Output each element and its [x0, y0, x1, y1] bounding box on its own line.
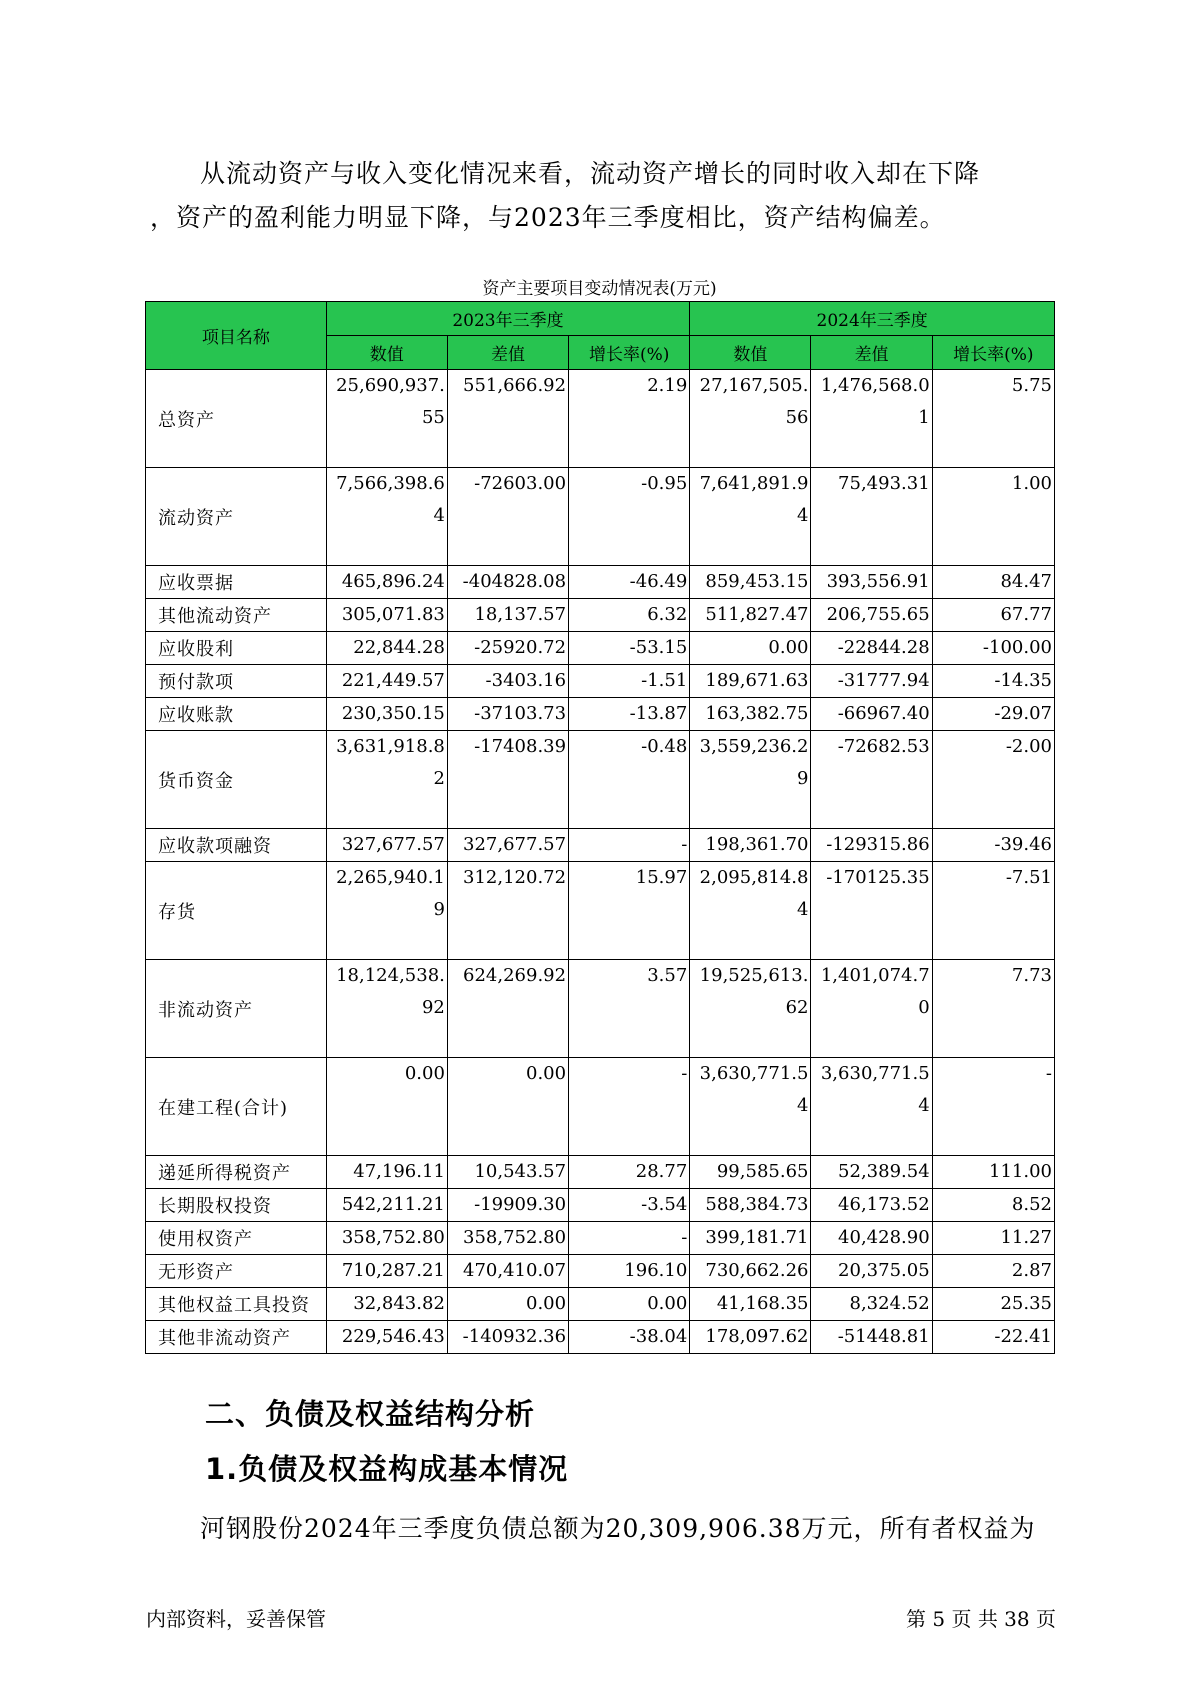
footer-confidential-note: 内部资料，妥善保管	[146, 1607, 326, 1631]
cell-2024-value: 7,641,891.94	[690, 468, 811, 566]
table-row	[146, 632, 1055, 665]
table-row	[146, 960, 1055, 1058]
cell-2024-growth: -39.46	[932, 829, 1054, 862]
cell-2023-growth: 2.19	[569, 370, 690, 468]
cell-2024-value: 189,671.63	[690, 665, 811, 698]
cell-2024-diff: -51448.81	[811, 1321, 932, 1354]
footer-page-number: 第 5 页 共 38 页	[906, 1607, 1056, 1631]
cell-2024-diff: 52,389.54	[811, 1156, 932, 1189]
header-value: 数值	[690, 336, 811, 370]
row-item-name: 在建工程(合计)	[146, 1058, 327, 1156]
row-item-name: 应收票据	[146, 566, 327, 599]
cell-2024-diff: -22844.28	[811, 632, 932, 665]
cell-2024-growth: 67.77	[932, 599, 1054, 632]
table-row	[146, 1321, 1055, 1354]
cell-2023-growth: -46.49	[569, 566, 690, 599]
table-row	[146, 1189, 1055, 1222]
cell-2024-growth: -2.00	[932, 731, 1054, 829]
cell-2024-growth: 111.00	[932, 1156, 1054, 1189]
cell-2023-growth: 15.97	[569, 862, 690, 960]
header-diff: 差值	[447, 336, 568, 370]
row-item-name: 其他非流动资产	[146, 1321, 327, 1354]
cell-2023-growth: -	[569, 1222, 690, 1255]
table-row	[146, 566, 1055, 599]
cell-2024-diff: -170125.35	[811, 862, 932, 960]
cell-2024-growth: -29.07	[932, 698, 1054, 731]
cell-2023-diff: -25920.72	[447, 632, 568, 665]
cell-2023-growth: -0.95	[569, 468, 690, 566]
cell-2023-diff: -19909.30	[447, 1189, 568, 1222]
cell-2023-diff: -404828.08	[447, 566, 568, 599]
header-period-2023: 2023年三季度	[326, 302, 690, 336]
cell-2024-growth: 84.47	[932, 566, 1054, 599]
row-item-name: 递延所得税资产	[146, 1156, 327, 1189]
cell-2024-growth: -14.35	[932, 665, 1054, 698]
cell-2023-value: 221,449.57	[326, 665, 447, 698]
cell-2024-growth: 5.75	[932, 370, 1054, 468]
cell-2023-value: 542,211.21	[326, 1189, 447, 1222]
table-row	[146, 1156, 1055, 1189]
cell-2024-growth: 2.87	[932, 1255, 1054, 1288]
cell-2024-growth: -7.51	[932, 862, 1054, 960]
header-value: 数值	[326, 336, 447, 370]
cell-2023-diff: 358,752.80	[447, 1222, 568, 1255]
cell-2024-value: 99,585.65	[690, 1156, 811, 1189]
cell-2023-diff: 551,666.92	[447, 370, 568, 468]
cell-2024-value: 399,181.71	[690, 1222, 811, 1255]
cell-2023-value: 47,196.11	[326, 1156, 447, 1189]
body-paragraph: 河钢股份2024年三季度负债总额为20,309,906.38万元，所有者权益为	[200, 1514, 1036, 1543]
cell-2023-value: 358,752.80	[326, 1222, 447, 1255]
cell-2023-growth: 6.32	[569, 599, 690, 632]
cell-2023-growth: 3.57	[569, 960, 690, 1058]
cell-2023-diff: 624,269.92	[447, 960, 568, 1058]
cell-2023-diff: -72603.00	[447, 468, 568, 566]
cell-2023-value: 22,844.28	[326, 632, 447, 665]
cell-2024-value: 2,095,814.84	[690, 862, 811, 960]
cell-2024-value: 178,097.62	[690, 1321, 811, 1354]
cell-2023-value: 2,265,940.19	[326, 862, 447, 960]
cell-2023-value: 7,566,398.64	[326, 468, 447, 566]
cell-2024-diff: 393,556.91	[811, 566, 932, 599]
cell-2023-growth: -	[569, 1058, 690, 1156]
cell-2023-diff: 470,410.07	[447, 1255, 568, 1288]
cell-2024-value: 730,662.26	[690, 1255, 811, 1288]
cell-2023-value: 3,631,918.82	[326, 731, 447, 829]
intro-paragraph	[150, 152, 1056, 240]
cell-2024-value: 0.00	[690, 632, 811, 665]
row-item-name: 应收账款	[146, 698, 327, 731]
row-item-name: 使用权资产	[146, 1222, 327, 1255]
cell-2024-diff: 8,324.52	[811, 1288, 932, 1321]
cell-2024-growth: 1.00	[932, 468, 1054, 566]
cell-2023-diff: 0.00	[447, 1288, 568, 1321]
cell-2023-growth: -3.54	[569, 1189, 690, 1222]
cell-2024-diff: 40,428.90	[811, 1222, 932, 1255]
cell-2023-value: 230,350.15	[326, 698, 447, 731]
cell-2024-value: 19,525,613.62	[690, 960, 811, 1058]
cell-2024-value: 163,382.75	[690, 698, 811, 731]
cell-2023-diff: -140932.36	[447, 1321, 568, 1354]
cell-2023-diff: -17408.39	[447, 731, 568, 829]
cell-2024-value: 859,453.15	[690, 566, 811, 599]
table-row	[146, 731, 1055, 829]
cell-2023-growth: -1.51	[569, 665, 690, 698]
table-row	[146, 1255, 1055, 1288]
cell-2023-growth: 196.10	[569, 1255, 690, 1288]
cell-2023-diff: -37103.73	[447, 698, 568, 731]
row-item-name: 货币资金	[146, 731, 327, 829]
row-item-name: 应收款项融资	[146, 829, 327, 862]
cell-2023-value: 465,896.24	[326, 566, 447, 599]
cell-2024-diff: 1,476,568.01	[811, 370, 932, 468]
table-row	[146, 862, 1055, 960]
table-row	[146, 829, 1055, 862]
table-row	[146, 1288, 1055, 1321]
asset-change-table	[145, 301, 1055, 1354]
cell-2024-growth: 11.27	[932, 1222, 1054, 1255]
intro-line-1: 从流动资产与收入变化情况来看，流动资产增长的同时收入却在下降	[200, 159, 981, 188]
table-row	[146, 599, 1055, 632]
header-growth: 增长率(%)	[932, 336, 1054, 370]
cell-2023-value: 305,071.83	[326, 599, 447, 632]
cell-2024-value: 27,167,505.56	[690, 370, 811, 468]
cell-2023-value: 32,843.82	[326, 1288, 447, 1321]
row-item-name: 应收股利	[146, 632, 327, 665]
cell-2024-diff: 3,630,771.54	[811, 1058, 932, 1156]
row-item-name: 长期股权投资	[146, 1189, 327, 1222]
header-item-name: 项目名称	[146, 302, 327, 370]
cell-2024-diff: -129315.86	[811, 829, 932, 862]
cell-2023-growth: -53.15	[569, 632, 690, 665]
subsection-title: 1.负债及权益构成基本情况	[205, 1452, 569, 1486]
table-row	[146, 468, 1055, 566]
cell-2023-value: 18,124,538.92	[326, 960, 447, 1058]
row-item-name: 预付款项	[146, 665, 327, 698]
intro-line-2: ，资产的盈利能力明显下降，与2023年三季度相比，资产结构偏差。	[150, 203, 946, 232]
cell-2024-diff: 206,755.65	[811, 599, 932, 632]
cell-2023-growth: -0.48	[569, 731, 690, 829]
cell-2023-value: 327,677.57	[326, 829, 447, 862]
cell-2023-value: 25,690,937.55	[326, 370, 447, 468]
cell-2023-growth: -38.04	[569, 1321, 690, 1354]
table-caption: 资产主要项目变动情况表(万元)	[482, 279, 717, 299]
header-diff: 差值	[811, 336, 932, 370]
section-title: 二、负债及权益结构分析	[205, 1397, 536, 1431]
cell-2024-value: 41,168.35	[690, 1288, 811, 1321]
cell-2024-value: 3,559,236.29	[690, 731, 811, 829]
cell-2023-growth: 0.00	[569, 1288, 690, 1321]
cell-2024-growth: -22.41	[932, 1321, 1054, 1354]
cell-2024-diff: -66967.40	[811, 698, 932, 731]
cell-2023-growth: 28.77	[569, 1156, 690, 1189]
table-row	[146, 1222, 1055, 1255]
cell-2023-diff: 0.00	[447, 1058, 568, 1156]
row-item-name: 非流动资产	[146, 960, 327, 1058]
cell-2023-value: 0.00	[326, 1058, 447, 1156]
table-row	[146, 370, 1055, 468]
cell-2024-diff: 1,401,074.70	[811, 960, 932, 1058]
cell-2024-diff: 20,375.05	[811, 1255, 932, 1288]
cell-2024-growth: 25.35	[932, 1288, 1054, 1321]
cell-2023-value: 710,287.21	[326, 1255, 447, 1288]
table-row	[146, 698, 1055, 731]
row-item-name: 流动资产	[146, 468, 327, 566]
cell-2023-diff: 312,120.72	[447, 862, 568, 960]
cell-2023-diff: 10,543.57	[447, 1156, 568, 1189]
table-row	[146, 1058, 1055, 1156]
cell-2023-value: 229,546.43	[326, 1321, 447, 1354]
header-growth: 增长率(%)	[569, 336, 690, 370]
cell-2024-value: 3,630,771.54	[690, 1058, 811, 1156]
header-period-2024: 2024年三季度	[690, 302, 1055, 336]
cell-2024-growth: 8.52	[932, 1189, 1054, 1222]
cell-2023-growth: -	[569, 829, 690, 862]
cell-2024-growth: 7.73	[932, 960, 1054, 1058]
cell-2024-value: 198,361.70	[690, 829, 811, 862]
row-item-name: 其他权益工具投资	[146, 1288, 327, 1321]
cell-2024-growth: -	[932, 1058, 1054, 1156]
row-item-name: 其他流动资产	[146, 599, 327, 632]
cell-2024-diff: -72682.53	[811, 731, 932, 829]
cell-2024-value: 588,384.73	[690, 1189, 811, 1222]
row-item-name: 存货	[146, 862, 327, 960]
cell-2024-growth: -100.00	[932, 632, 1054, 665]
cell-2024-diff: -31777.94	[811, 665, 932, 698]
row-item-name: 无形资产	[146, 1255, 327, 1288]
cell-2024-diff: 46,173.52	[811, 1189, 932, 1222]
table-row	[146, 665, 1055, 698]
cell-2024-value: 511,827.47	[690, 599, 811, 632]
cell-2023-growth: -13.87	[569, 698, 690, 731]
cell-2023-diff: 18,137.57	[447, 599, 568, 632]
row-item-name: 总资产	[146, 370, 327, 468]
cell-2023-diff: -3403.16	[447, 665, 568, 698]
cell-2024-diff: 75,493.31	[811, 468, 932, 566]
cell-2023-diff: 327,677.57	[447, 829, 568, 862]
